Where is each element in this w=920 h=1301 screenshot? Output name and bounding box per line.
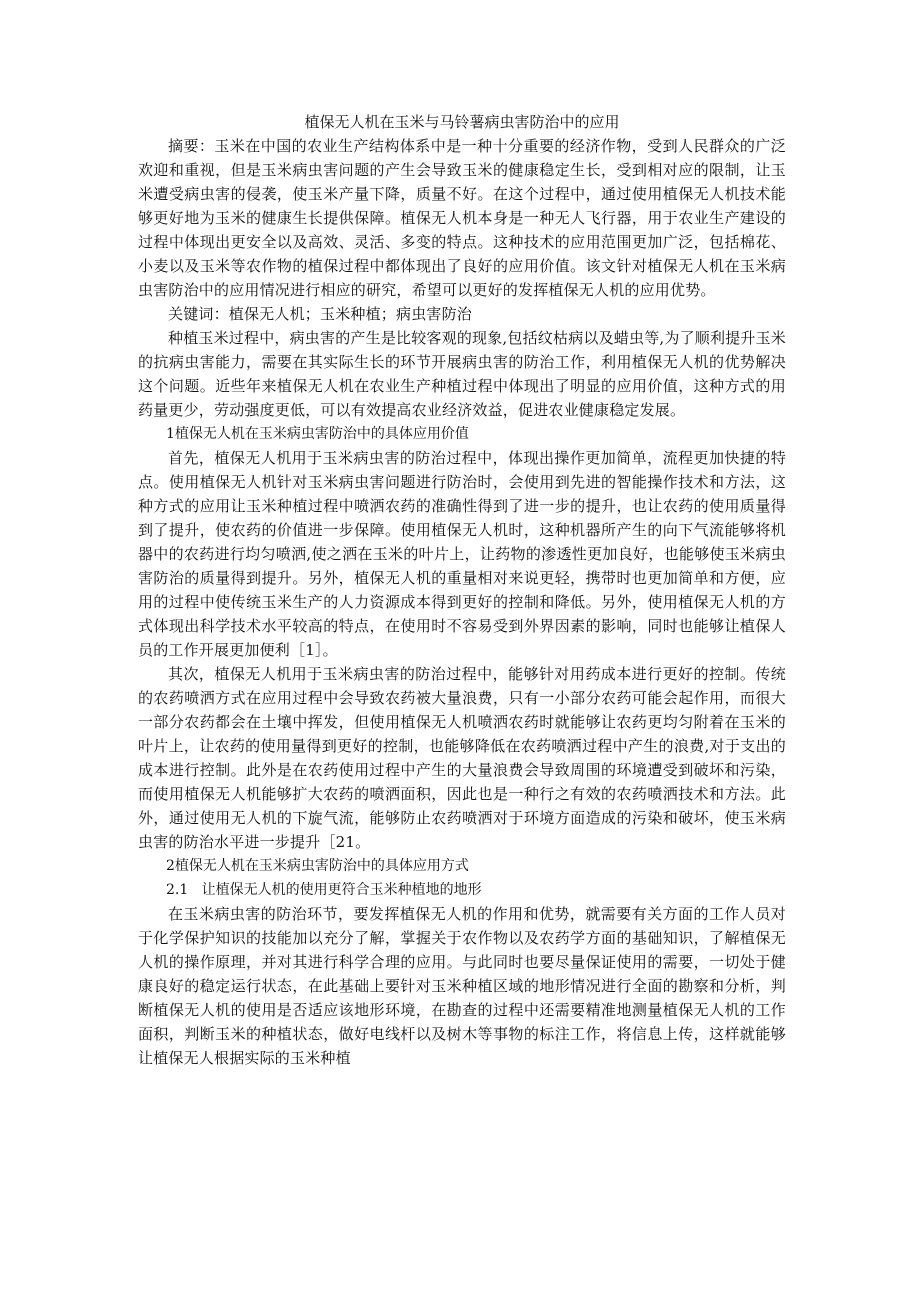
section-2-1-paragraph: 在玉米病虫害的防治环节，要发挥植保无人机的作用和优势，就需要有关方面的工作人员对于化学保护知识的技能加以充分了解，掌握关于农作物以及农药学方面的基础知识，了解植保无人机的操作原理，并对其进行科学合理的应用。与此同时也要尽量保证使用的需要，一切处于健康良好的稳定运行状态，在此基础上要针对玉米种植区域的地形情况进行全面的勘察和分析，判断植保无人机的使用是否适应该地形环境，在勘查的过程中还需要精准地测量植保无人机的工作面积，判断玉米的种植状态，做好电线杆以及树木等事物的标注工作，将信息上传，这样就能够让植保无人根据实际的玉米种植 xyxy=(138,905,786,1067)
section-2-heading: 2植保无人机在玉米病虫害防治中的具体应用方式 xyxy=(166,858,469,874)
document-page xyxy=(138,110,786,1070)
keywords-line: 关键词：植保无人机；玉米种植；病虫害防治 xyxy=(168,305,473,323)
intro-paragraph: 种植玉米过程中，病虫害的产生是比较客观的现象,包括纹枯病以及蜡虫等,为了顺利提升玉米的抗病虫害能力，需要在其实际生长的环节开展病虫害的防治工作，利用植保无人机的优势解决这个问题。近些年来植保无人机在农业生产种植过程中体现出了明显的应用价值，这种方式的用药量更少，劳动强度更低，可以有效提高农业经济效益，促进农业健康稳定发展。 xyxy=(138,329,786,419)
document-title: 植保无人机在玉米与马铃薯病虫害防治中的应用 xyxy=(304,113,620,131)
section-1-paragraph-1: 首先，植保无人机用于玉米病虫害的防治过程中，体现出操作更加简单，流程更加快捷的特点。使用植保无人机针对玉米病虫害问题进行防治时，会使用到先进的智能操作技术和方法，这种方式的应用让玉米种植过程中喷洒农药的准确性得到了进一步的提升，也让农药的使用质量得到了提升，使农药的价值进一步保障。使用植保无人机时，这种机器所产生的向下气流能够将机器中的农药进行均匀喷洒,使之洒在玉米的叶片上，让药物的渗透性更加良好，也能够使玉米病虫害防治的质量得到提升。另外，植保无人机的重量相对来说更轻，携带时也更加简单和方便，应用的过程中使传统玉米生产的人力资源成本得到更好的控制和降低。另外，使用植保无人机的方式体现出科学技术水平较高的特点，在使用时不容易受到外界因素的影响，同时也能够让植保人员的工作开展更加便利［1］。 xyxy=(138,449,786,659)
section-2-1-heading: 2.1 让植保无人机的使用更符合玉米种植地的地形 xyxy=(166,882,482,898)
section-1-heading: 1植保无人机在玉米病虫害防治中的具体应用价值 xyxy=(166,426,469,442)
abstract-paragraph: 摘要：玉米在中国的农业生产结构体系中是一种十分重要的经济作物，受到人民群众的广泛欢迎和重视，但是玉米病虫害问题的产生会导致玉米的健康稳定生长，受到相对应的限制，让玉米遭受病虫害的侵袭，使玉米产量下降，质量不好。在这个过程中，通过使用植保无人机技术能够更好地为玉米的健康生长提供保障。植保无人机本身是一种无人飞行器，用于农业生产建设的过程中体现出更安全以及高效、灵活、多变的特点。这种技术的应用范围更加广泛，包括棉花、小麦以及玉米等农作物的植保过程中都体现出了良好的应用价值。该文针对植保无人机在玉米病虫害防治中的应用情况进行相应的研究，希望可以更好的发挥植保无人机的应用优势。 xyxy=(138,137,786,299)
section-1-paragraph-2: 其次，植保无人机用于玉米病虫害的防治过程中，能够针对用药成本进行更好的控制。传统的农药喷洒方式在应用过程中会导致农药被大量浪费，只有一小部分农药可能会起作用，而很大一部分农药都会在土壤中挥发，但使用植保无人机喷洒农药时就能够让农药更均匀附着在玉米的叶片上，让农药的使用量得到更好的控制，也能够降低在农药喷洒过程中产生的浪费,对于支出的成本进行控制。此外是在农药使用过程中产生的大量浪费会导致周围的环境遭受到破坏和污染，而使用植保无人机能够扩大农药的喷洒面积，因此也是一种行之有效的农药喷洒技术和方法。此外，通过使用无人机的下旋气流，能够防止农药喷洒对于环境方面造成的污染和破坏，使玉米病虫害的防治水平进一步提升［21。 xyxy=(138,665,786,851)
